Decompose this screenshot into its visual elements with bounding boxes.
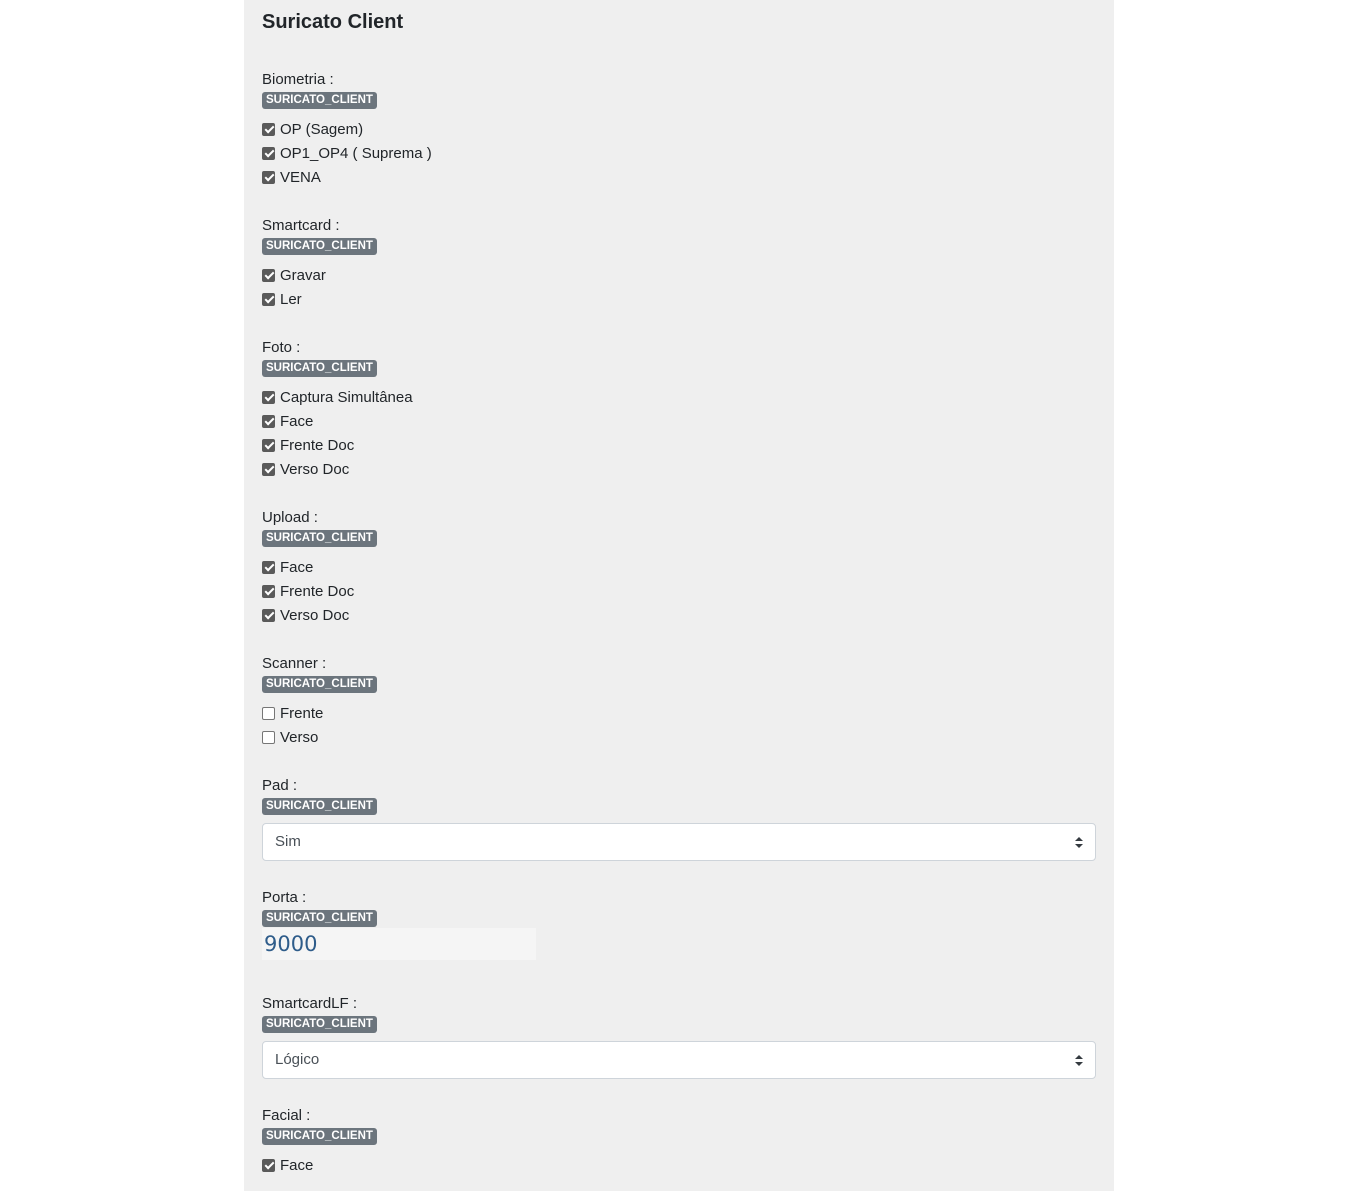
option-label: Face <box>280 412 314 430</box>
section-label: Smartcard : <box>262 217 340 234</box>
scope-badge: SURICATO_CLIENT <box>262 1128 377 1145</box>
section-biometria <box>262 70 1096 189</box>
section-foto <box>262 338 1096 481</box>
checkbox[interactable] <box>262 415 275 428</box>
checkbox[interactable] <box>262 731 275 744</box>
option-list <box>262 117 1096 189</box>
option-label: Frente Doc <box>280 436 355 454</box>
section-label: Scanner : <box>262 655 327 672</box>
section-scanner <box>262 654 1096 749</box>
option-frente-doc[interactable] <box>262 579 1096 603</box>
section-label: Porta : <box>262 889 307 906</box>
section-upload <box>262 508 1096 627</box>
checkbox[interactable] <box>262 293 275 306</box>
scope-badge: SURICATO_CLIENT <box>262 910 377 927</box>
checkbox[interactable] <box>262 1159 275 1172</box>
option-label: Verso Doc <box>280 460 350 478</box>
section-pad <box>262 776 1096 861</box>
scope-badge: SURICATO_CLIENT <box>262 360 377 377</box>
checkbox[interactable] <box>262 171 275 184</box>
section-label: Facial : <box>262 1107 311 1124</box>
option-op-sagem[interactable] <box>262 117 1096 141</box>
settings-panel <box>244 0 1114 1191</box>
option-list <box>262 555 1096 627</box>
option-label: Frente <box>280 704 324 722</box>
option-captura-simultanea[interactable] <box>262 385 1096 409</box>
option-list <box>262 701 1096 749</box>
option-op1-op4-suprema[interactable] <box>262 141 1096 165</box>
panel-title: Suricato Client <box>262 11 404 33</box>
option-vena[interactable] <box>262 165 1096 189</box>
checkbox[interactable] <box>262 609 275 622</box>
checkbox[interactable] <box>262 707 275 720</box>
section-smartcard <box>262 216 1096 311</box>
checkbox[interactable] <box>262 561 275 574</box>
section-label: Pad : <box>262 777 298 794</box>
checkbox[interactable] <box>262 585 275 598</box>
option-verso[interactable] <box>262 725 1096 749</box>
section-facial <box>262 1106 1096 1177</box>
select-arrows-icon <box>1075 837 1083 848</box>
section-porta <box>262 888 1096 960</box>
scope-badge: SURICATO_CLIENT <box>262 1016 377 1033</box>
option-list <box>262 263 1096 311</box>
checkbox[interactable] <box>262 123 275 136</box>
option-verso-doc[interactable] <box>262 603 1096 627</box>
option-label: OP1_OP4 ( Suprema ) <box>280 144 432 162</box>
select-arrows-icon <box>1075 1055 1083 1066</box>
scope-badge: SURICATO_CLIENT <box>262 676 377 693</box>
option-frente[interactable] <box>262 701 1096 725</box>
option-face[interactable] <box>262 1153 1096 1177</box>
checkbox[interactable] <box>262 269 275 282</box>
section-label: Biometria : <box>262 71 334 88</box>
checkbox[interactable] <box>262 147 275 160</box>
checkbox[interactable] <box>262 463 275 476</box>
option-face[interactable] <box>262 555 1096 579</box>
section-label: Upload : <box>262 509 318 526</box>
option-label: Ler <box>280 290 302 308</box>
section-label: Foto : <box>262 339 301 356</box>
scope-badge: SURICATO_CLIENT <box>262 530 377 547</box>
select-value: Sim <box>275 833 301 850</box>
option-label: Verso Doc <box>280 606 350 624</box>
option-label: Face <box>280 558 314 576</box>
option-gravar[interactable] <box>262 263 1096 287</box>
port-input[interactable]: 9000 <box>262 928 536 960</box>
pad-select[interactable] <box>262 823 1096 861</box>
scope-badge: SURICATO_CLIENT <box>262 238 377 255</box>
option-label: VENA <box>280 168 321 186</box>
checkbox[interactable] <box>262 391 275 404</box>
checkbox[interactable] <box>262 439 275 452</box>
section-smartcardlf <box>262 994 1096 1079</box>
option-list <box>262 1153 1096 1177</box>
option-label: Face <box>280 1156 314 1174</box>
option-frente-doc[interactable] <box>262 433 1096 457</box>
option-ler[interactable] <box>262 287 1096 311</box>
scope-badge: SURICATO_CLIENT <box>262 92 377 109</box>
option-label: Verso <box>280 728 319 746</box>
option-face[interactable] <box>262 409 1096 433</box>
scope-badge: SURICATO_CLIENT <box>262 798 377 815</box>
option-list <box>262 385 1096 481</box>
option-label: Captura Simultânea <box>280 388 413 406</box>
option-label: Frente Doc <box>280 582 355 600</box>
option-label: Gravar <box>280 266 326 284</box>
smartcardlf-select[interactable] <box>262 1041 1096 1079</box>
option-label: OP (Sagem) <box>280 120 364 138</box>
select-value: Lógico <box>275 1051 320 1068</box>
section-label: SmartcardLF : <box>262 995 358 1012</box>
option-verso-doc[interactable] <box>262 457 1096 481</box>
